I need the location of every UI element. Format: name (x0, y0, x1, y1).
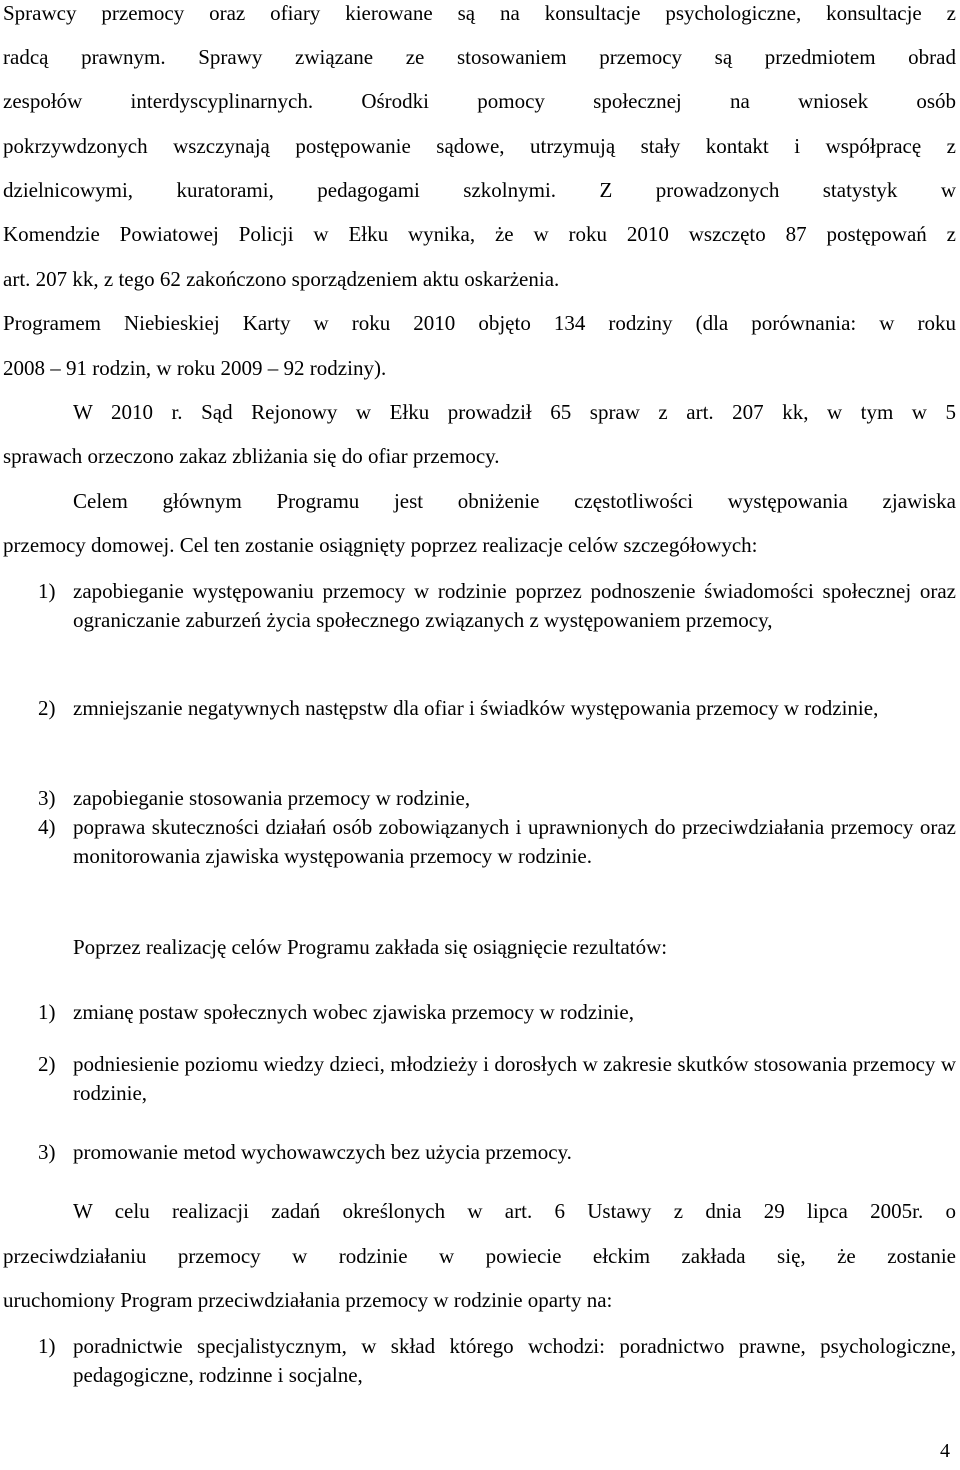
paragraph-line: przeciwdziałaniu przemocy w rodzinie w powiecie ełckim zakłada się, że zostanie (3, 1244, 956, 1268)
list-item: zmianę postaw społecznych wobec zjawiska przemocy w rodzinie, (73, 1000, 634, 1024)
list-item: poradnictwie specjalistycznym, w skład którego wchodzi: poradnictwo prawne, psychologiczne, pedagogiczne, rodzinne i socjalne, (73, 1334, 956, 1387)
list-item: podniesienie poziomu wiedzy dzieci, młodzieży i dorosłych w zakresie skutków stosowania przemocy w rodzinie, (73, 1052, 956, 1105)
paragraph-line: 2008 – 91 rodzin, w roku 2009 – 92 rodziny). (3, 356, 387, 380)
list-number: 3) (38, 786, 56, 810)
list-item: zmniejszanie negatywnych następstw dla ofiar i świadków występowania przemocy w rodzinie, (73, 696, 879, 720)
list-item: poprawa skuteczności działań osób zobowiązanych i uprawnionych do przeciwdziałania przemocy oraz monitorowania zjawiska występowania przemocy w rodzinie. (73, 815, 956, 868)
paragraph-line: przemocy domowej. Cel ten zostanie osiągnięty poprzez realizacje celów szczegółowych: (3, 533, 758, 557)
list-item: zapobieganie stosowania przemocy w rodzinie, (73, 786, 471, 810)
paragraph-line: W 2010 r. Sąd Rejonowy w Ełku prowadził 65 spraw z art. 207 kk, w tym w 5 (73, 400, 956, 424)
list-number: 3) (38, 1140, 56, 1164)
list-item: promowanie metod wychowawczych bez użycia przemocy. (73, 1140, 572, 1164)
page-number: 4 (940, 1440, 950, 1462)
paragraph-line: Komendzie Powiatowej Policji w Ełku wynika, że w roku 2010 wszczęto 87 postępowań z (3, 222, 956, 246)
paragraph-line: Sprawcy przemocy oraz ofiary kierowane są na konsultacje psychologiczne, konsultacje z (3, 1, 956, 25)
paragraph-line: Programem Niebieskiej Karty w roku 2010 objęto 134 rodziny (dla porównania: w roku (3, 311, 956, 335)
paragraph-line: pokrzywdzonych wszczynają postępowanie sądowe, utrzymują stały kontakt i współpracę z (3, 134, 956, 158)
paragraph-line: sprawach orzeczono zakaz zbliżania się do ofiar przemocy. (3, 444, 500, 468)
section-intro: Poprzez realizację celów Programu zakłada się osiągnięcie rezultatów: (73, 935, 668, 959)
paragraph-line: radcą prawnym. Sprawy związane ze stosowaniem przemocy są przedmiotem obrad (3, 45, 956, 69)
paragraph-line: dzielnicowymi, kuratorami, pedagogami szkolnymi. Z prowadzonych statystyk w (3, 178, 956, 202)
list-number: 2) (38, 1052, 56, 1076)
paragraph-line: W celu realizacji zadań określonych w art. 6 Ustawy z dnia 29 lipca 2005r. o (73, 1199, 956, 1223)
list-number: 2) (38, 696, 56, 720)
list-number: 1) (38, 1334, 56, 1358)
list-number: 4) (38, 815, 56, 839)
paragraph-line: art. 207 kk, z tego 62 zakończono sporządzeniem aktu oskarżenia. (3, 267, 560, 291)
list-number: 1) (38, 1000, 56, 1024)
list-number: 1) (38, 579, 56, 603)
paragraph-line: uruchomiony Program przeciwdziałania przemocy w rodzinie oparty na: (3, 1288, 613, 1312)
list-item: zapobieganie występowaniu przemocy w rodzinie poprzez podnoszenie świadomości społecznej oraz ograniczanie zaburzeń życia społecznego związanych z występowaniem przemocy, (73, 579, 956, 632)
paragraph-line: zespołów interdyscyplinarnych. Ośrodki pomocy społecznej na wniosek osób (3, 89, 956, 113)
paragraph-line: Celem głównym Programu jest obniżenie częstotliwości występowania zjawiska (73, 489, 956, 513)
